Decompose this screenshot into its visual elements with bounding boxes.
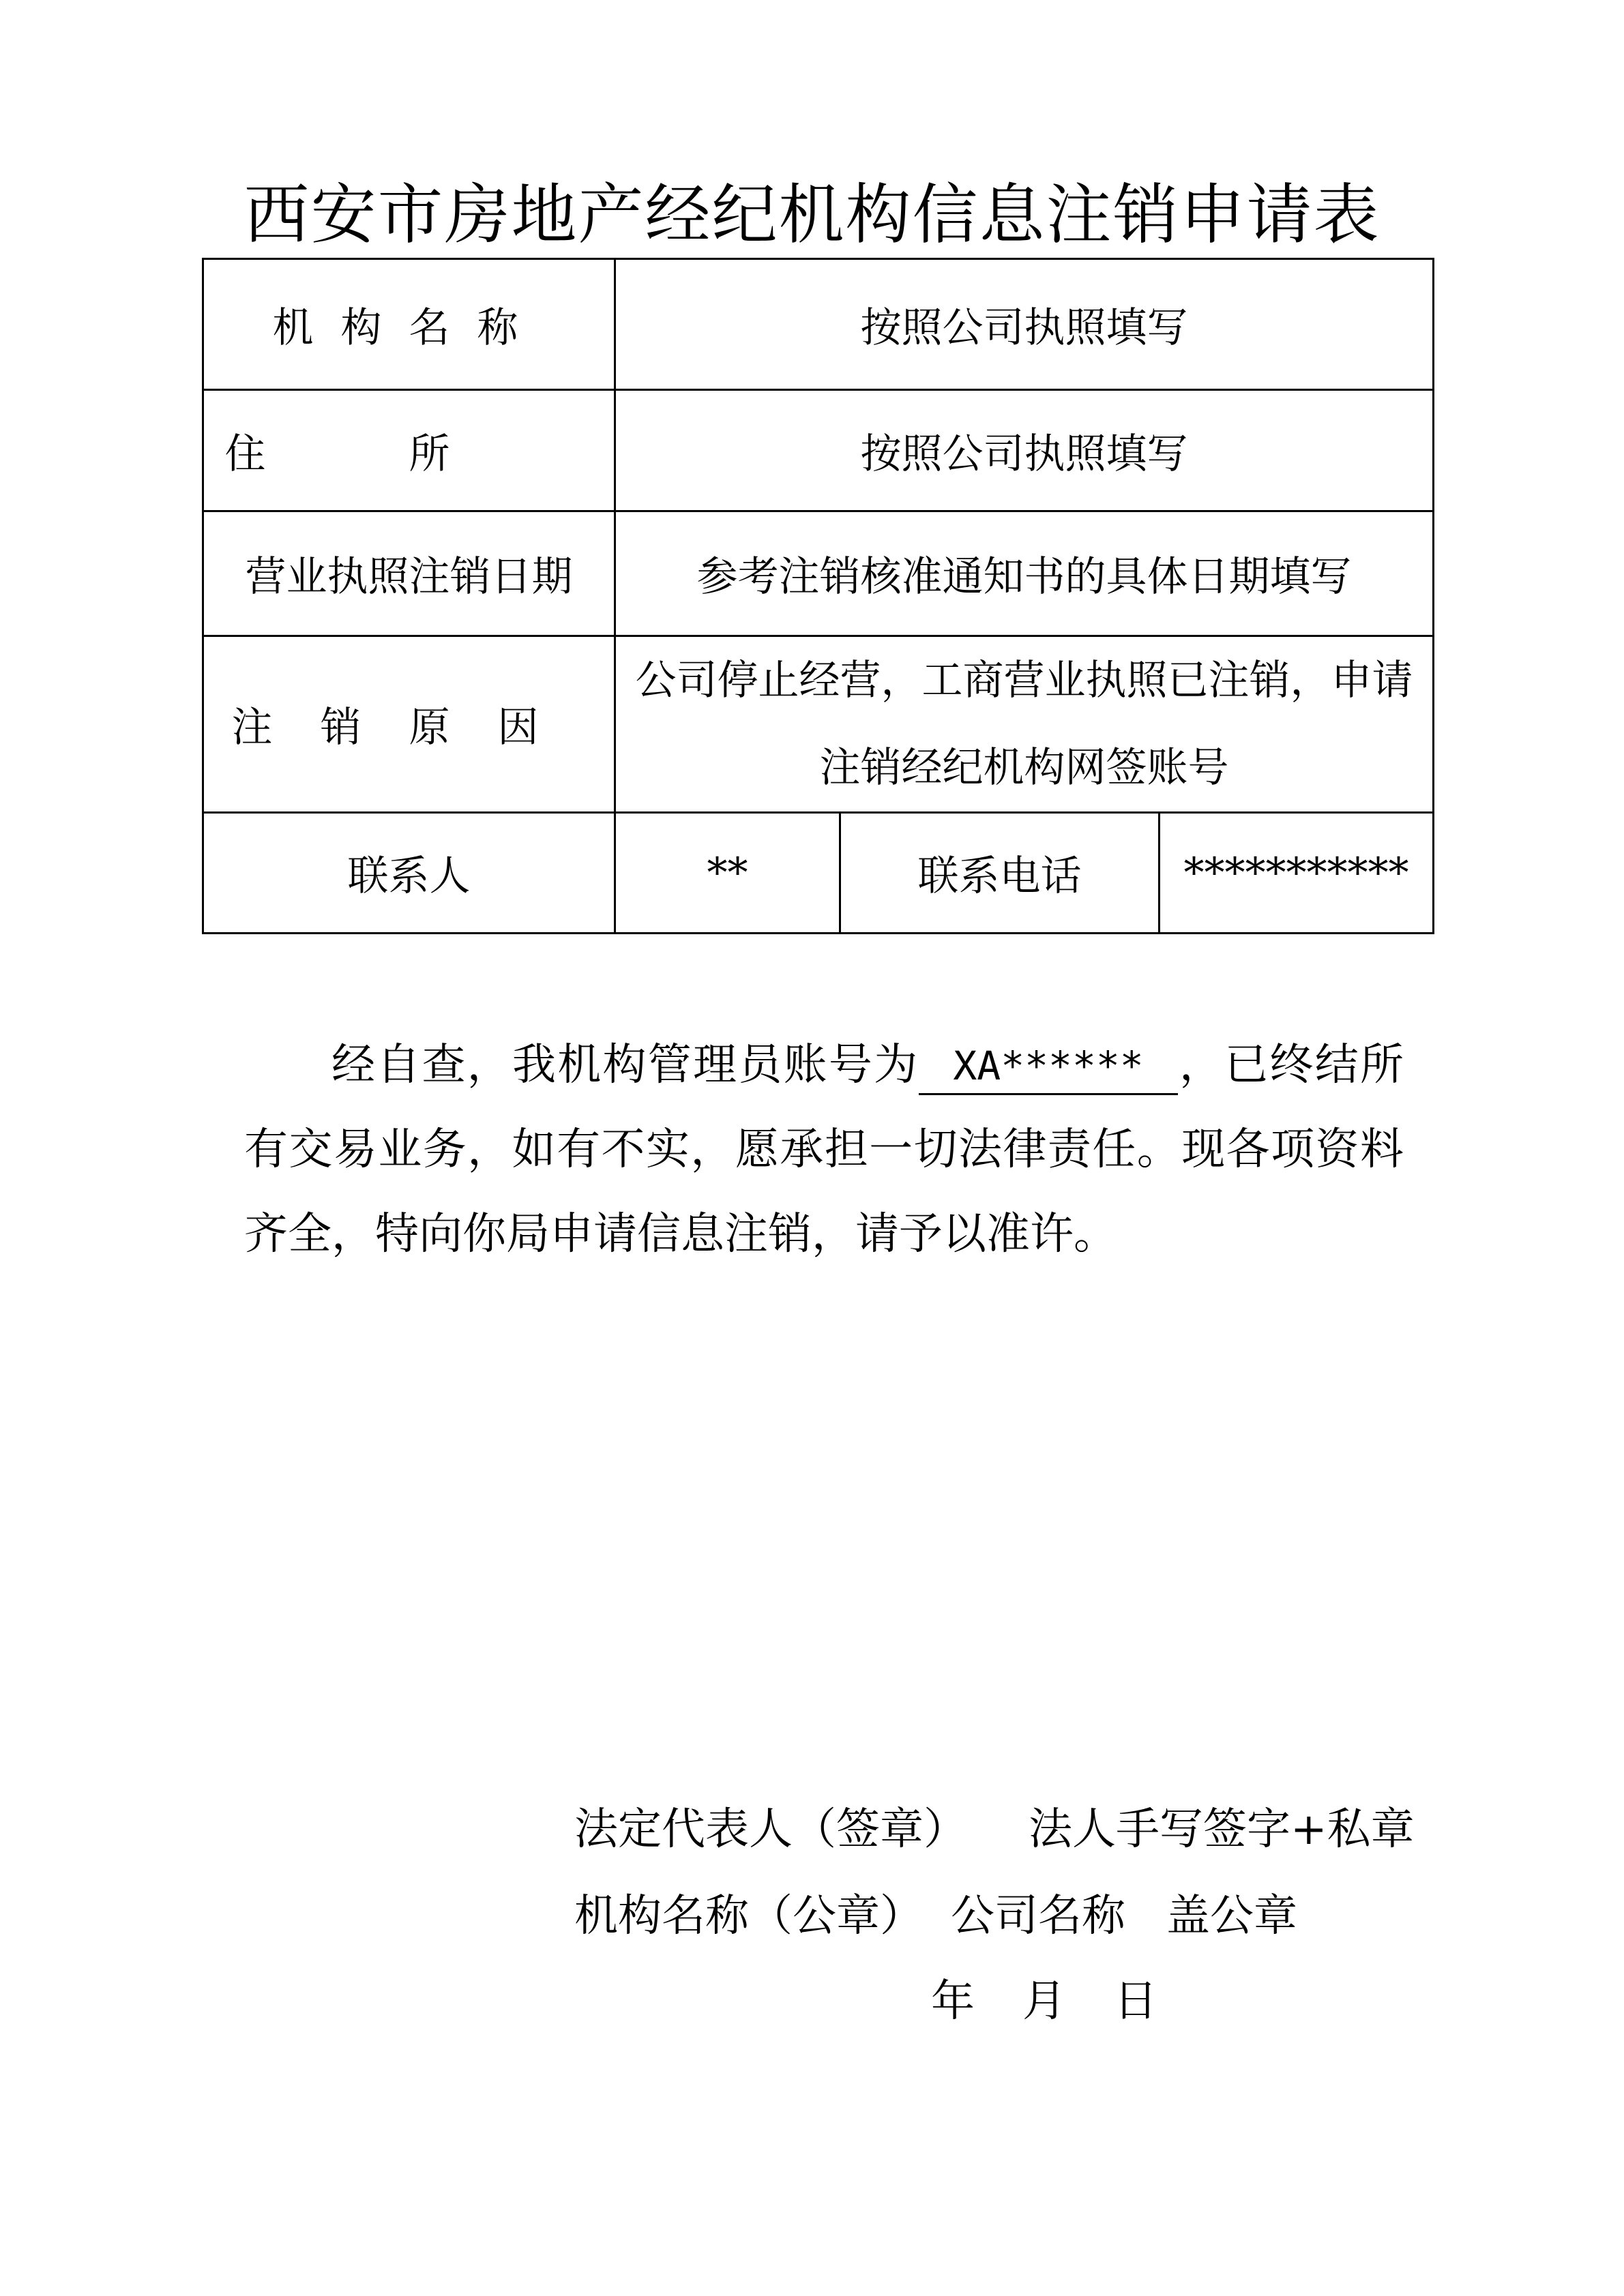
date-month: 月 [1022,1976,1066,2027]
phone-value: *********** [1160,813,1434,934]
legal-rep-value: 法人手写签字+私章 [1029,1804,1415,1855]
cancel-date-value: 参考注销核准通知书的具体日期填写 [615,511,1434,636]
date-line [931,1967,1157,2036]
table-row [203,259,1434,390]
table-row [203,390,1434,511]
statement-part1: 经自查，我机构管理员账号为 [331,1040,919,1090]
org-name-label: 机构名称 [203,259,615,390]
address-label [203,390,615,511]
org-seal-value: 公司名称 [951,1891,1125,1941]
address-value: 按照公司执照填写 [615,390,1434,511]
date-year: 年 [931,1976,975,2027]
table-row [203,636,1434,813]
address-label-text: 住所 [224,430,593,478]
org-seal-label: 机构名称（公章） [574,1891,924,1941]
date-day: 日 [1114,1976,1157,2027]
org-name-value: 按照公司执照填写 [615,259,1434,390]
cancel-date-label: 营业执照注销日期 [203,511,615,636]
legal-rep-label: 法定代表人（签章） [574,1804,967,1855]
reason-value: 公司停止经营，工商营业执照已注销，申请注销经纪机构网签账号 [615,636,1434,813]
contact-value: ** [615,813,840,934]
org-stamp-note: 盖公章 [1166,1891,1297,1941]
statement-part2: ，已终结所有交易业务，如有不实，愿承担一切法律责任。现各项资料齐全，特向你局申请信息注销，请予以准许。 [244,1040,1404,1259]
table-row [203,511,1434,636]
application-table [202,258,1434,934]
reason-label: 注销原因 [203,636,615,813]
contact-label: 联系人 [203,813,615,934]
table-row [203,813,1434,934]
phone-label: 联系电话 [840,813,1160,934]
org-seal-line [574,1882,1297,1950]
form-title: 西安市房地产经纪机构信息注销申请表 [243,177,1381,253]
statement-paragraph [244,1023,1404,1277]
legal-rep-line [574,1795,1415,1864]
admin-account-value: XA****** [919,1039,1177,1095]
